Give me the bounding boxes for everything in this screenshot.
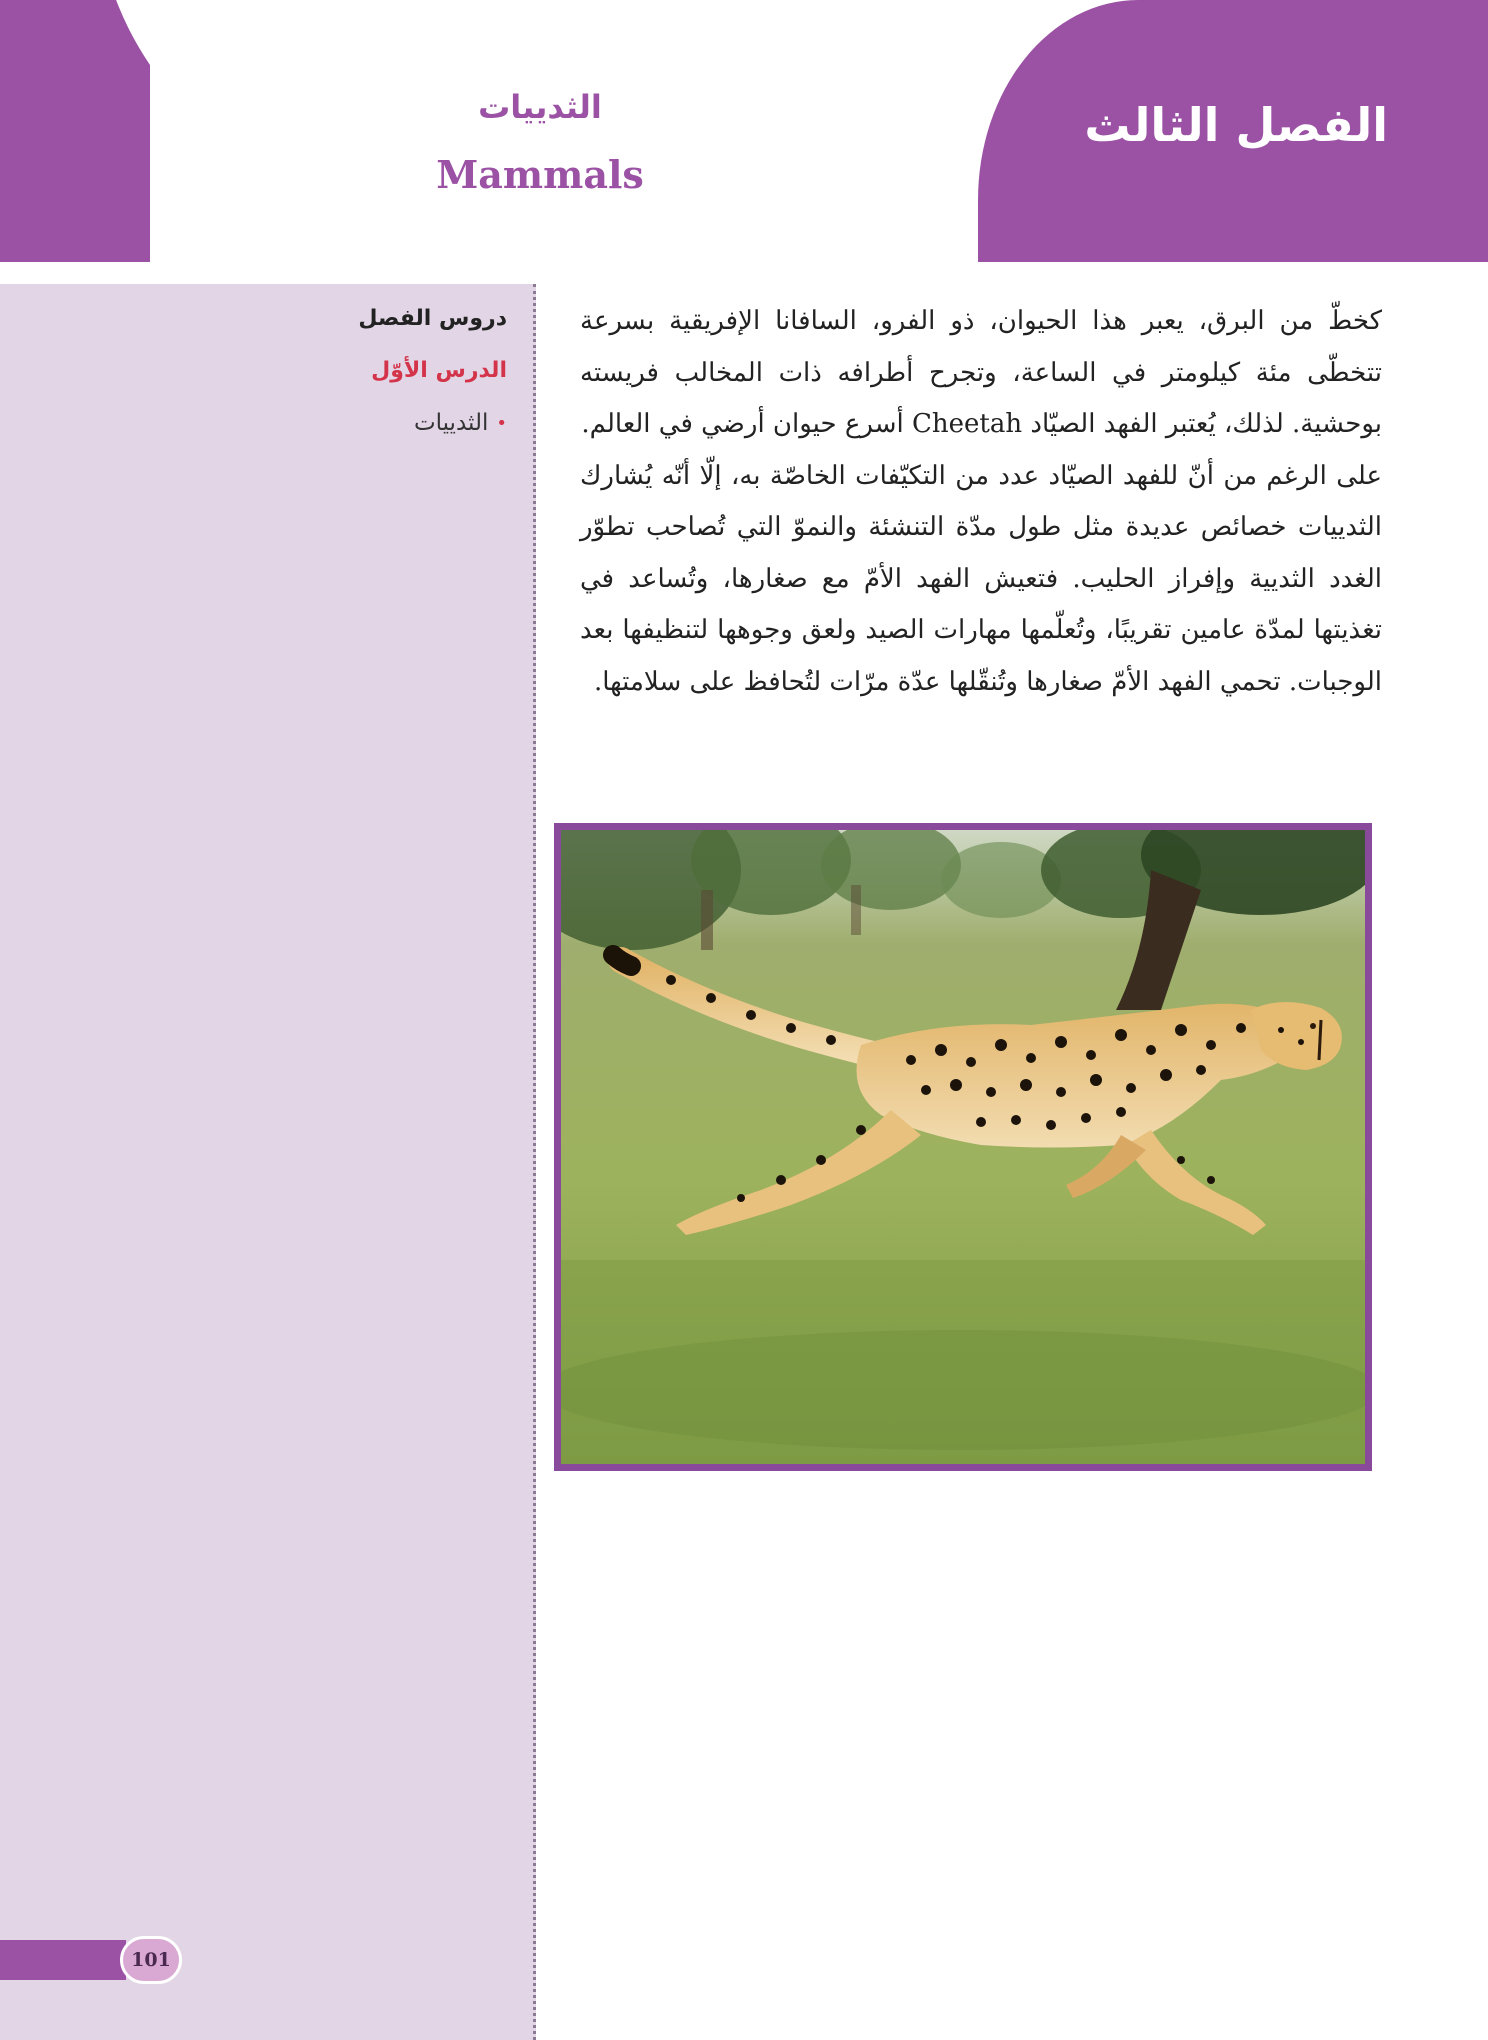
sidebar-topic-item[interactable]	[414, 410, 507, 436]
cheetah-image	[561, 830, 1365, 1464]
main-text	[580, 296, 1382, 708]
paragraph-adaptations: على الرغم من أنّ للفهد الصيّاد عدد من التكيّفات الخاصّة به، إلّا أنّه يُشارك الثدييات خصائص عديدة مثل طول مدّة التنشئة والنموّ التي تُصاحب تطوّر الغدد الثديية وإفراز الحليب. فتعيش الفهد الأمّ مع صغارها، وتُساعد في تغذيتها لمدّة عامين تقريبًا، وتُعلّمها مهارات الصيد ولعق وجوهها لتنظيفها بعد الوجبات. تحمي الفهد الأمّ صغارها وتُنقّلها عدّة مرّات لتُحافظ على سلامتها.	[580, 460, 1382, 697]
sidebar-heading: دروس الفصل	[358, 306, 507, 331]
page-number-bar	[0, 1940, 126, 1980]
chapter-title: الفصل الثالث	[1084, 98, 1388, 152]
bullet-icon: •	[496, 412, 507, 434]
lessons-sidebar	[0, 284, 536, 2040]
page-header	[0, 0, 1488, 268]
page-number: 101	[120, 1936, 182, 1984]
unit-title-english: Mammals	[436, 152, 644, 197]
sidebar-topic-label: الثدييات	[413, 410, 489, 436]
header-title-area	[98, 0, 1118, 262]
unit-title-arabic: الثدييات	[478, 88, 602, 126]
sidebar-lesson-link[interactable]: الدرس الأوّل	[371, 358, 507, 383]
cheetah-photo	[554, 823, 1372, 1471]
header-left-strip	[0, 0, 150, 262]
paragraph-intro: كخطّ من البرق، يعبر هذا الحيوان، ذو الفرو، السافانا الإفريقية بسرعة تتخطّى مئة كيلومتر في الساعة، وتجرح أطرافه ذات المخالب فريسته بوحشية. لذلك، يُعتبر الفهد الصيّاد Cheetah أسرع حيوان أرضي في العالم.	[580, 306, 1382, 439]
